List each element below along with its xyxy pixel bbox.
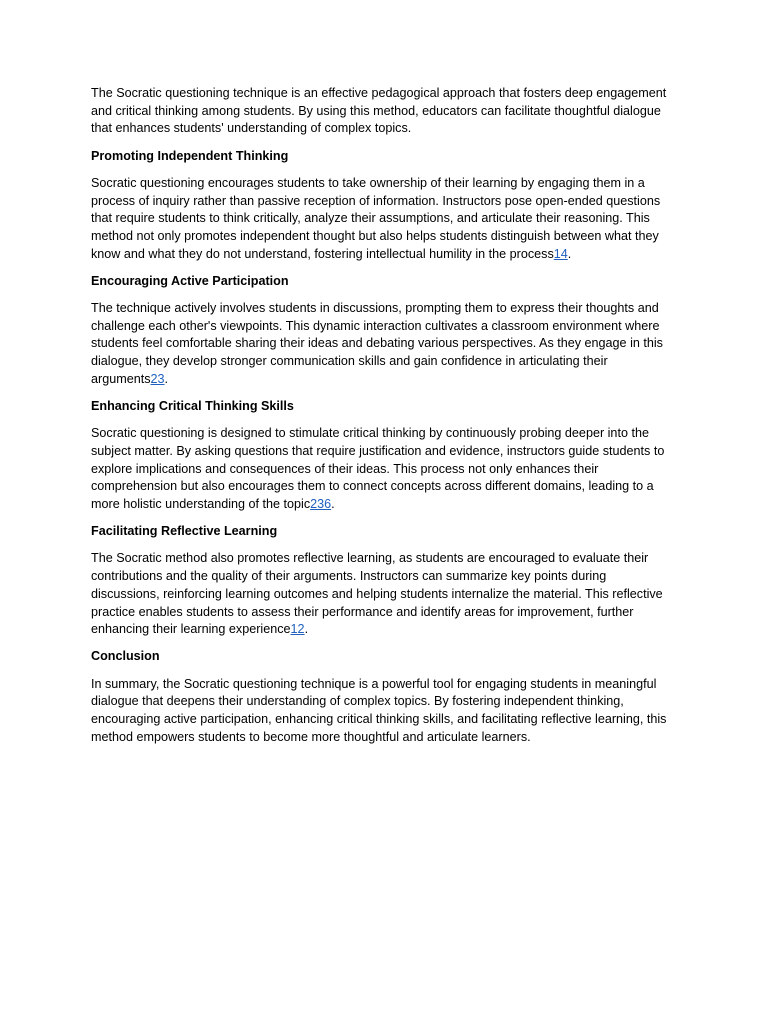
paragraph-end: . bbox=[304, 622, 309, 637]
paragraph-text: The technique actively involves students in discussions, prompting them to express their thoughts and challenge each other's viewpoints. This dynamic interaction cultivates a classroom environment where students feel comfortable sharing their ideas and debating various perspectives. As they engage in this dialogue, they develop stronger communication skills and gain confidence in articulating their arguments bbox=[91, 301, 663, 386]
paragraph-end: . bbox=[567, 246, 572, 261]
paragraph-end: . bbox=[164, 371, 169, 386]
section-heading-critical-thinking: Enhancing Critical Thinking Skills bbox=[91, 399, 294, 414]
section-heading-conclusion: Conclusion bbox=[91, 649, 160, 664]
section-paragraph-reflective-learning bbox=[91, 550, 675, 639]
document-page bbox=[91, 85, 675, 756]
paragraph-end: . bbox=[331, 497, 335, 512]
citation-link-14[interactable]: 14 bbox=[553, 246, 568, 261]
section-paragraph-active-participation bbox=[91, 300, 675, 389]
section-heading-active-participation: Encouraging Active Participation bbox=[91, 273, 289, 288]
section-paragraph-critical-thinking bbox=[91, 425, 675, 514]
conclusion-paragraph: In summary, the Socratic questioning technique is a powerful tool for engaging students in meaningful dialogue that deepens their understanding of complex topics. By fostering independent thinking, encouraging active participation, enhancing critical thinking skills, and facilitating reflective learning, this method empowers students to become more thoughtful and articulate learners. bbox=[91, 676, 667, 744]
citation-link-23[interactable]: 23 bbox=[150, 371, 165, 386]
section-heading-reflective-learning: Facilitating Reflective Learning bbox=[91, 524, 278, 539]
section-heading-independent-thinking: Promoting Independent Thinking bbox=[91, 148, 289, 163]
section-paragraph-independent-thinking bbox=[91, 175, 675, 264]
paragraph-text: The Socratic method also promotes reflective learning, as students are encouraged to evaluate their contributions and the quality of their arguments. Instructors can summarize key points during discussions, reinforcing learning outcomes and helping students internalize the material. This reflective practice enables students to assess their performance and identify areas for improvement, further enhancing their learning experience bbox=[91, 551, 663, 637]
paragraph-text: Socratic questioning is designed to stimulate critical thinking by continuously probing deeper into the subject matter. By asking questions that require justification and evidence, instructors guide students to explore implications and consequences of their ideas. This process not only enhances their comprehension but also encourages them to connect concepts across different domains, leading to a more holistic understanding of the topic bbox=[91, 426, 665, 512]
citation-link-236[interactable]: 236 bbox=[310, 497, 332, 512]
intro-paragraph: The Socratic questioning technique is an effective pedagogical approach that fosters deep engagement and critical thinking among students. By using this method, educators can facilitate thoughtful dialogue that enhances students' understanding of complex topics. bbox=[91, 86, 667, 136]
paragraph-text: Socratic questioning encourages students to take ownership of their learning by engaging them in a process of inquiry rather than passive reception of information. Instructors pose open-ended questions that require students to think critically, analyze their assumptions, and articulate their reasoning. This method not only promotes independent thought but also helps students distinguish between what they know and what they do not understand, fostering intellectual humility in the process bbox=[91, 175, 661, 261]
citation-link-12[interactable]: 12 bbox=[290, 622, 305, 637]
